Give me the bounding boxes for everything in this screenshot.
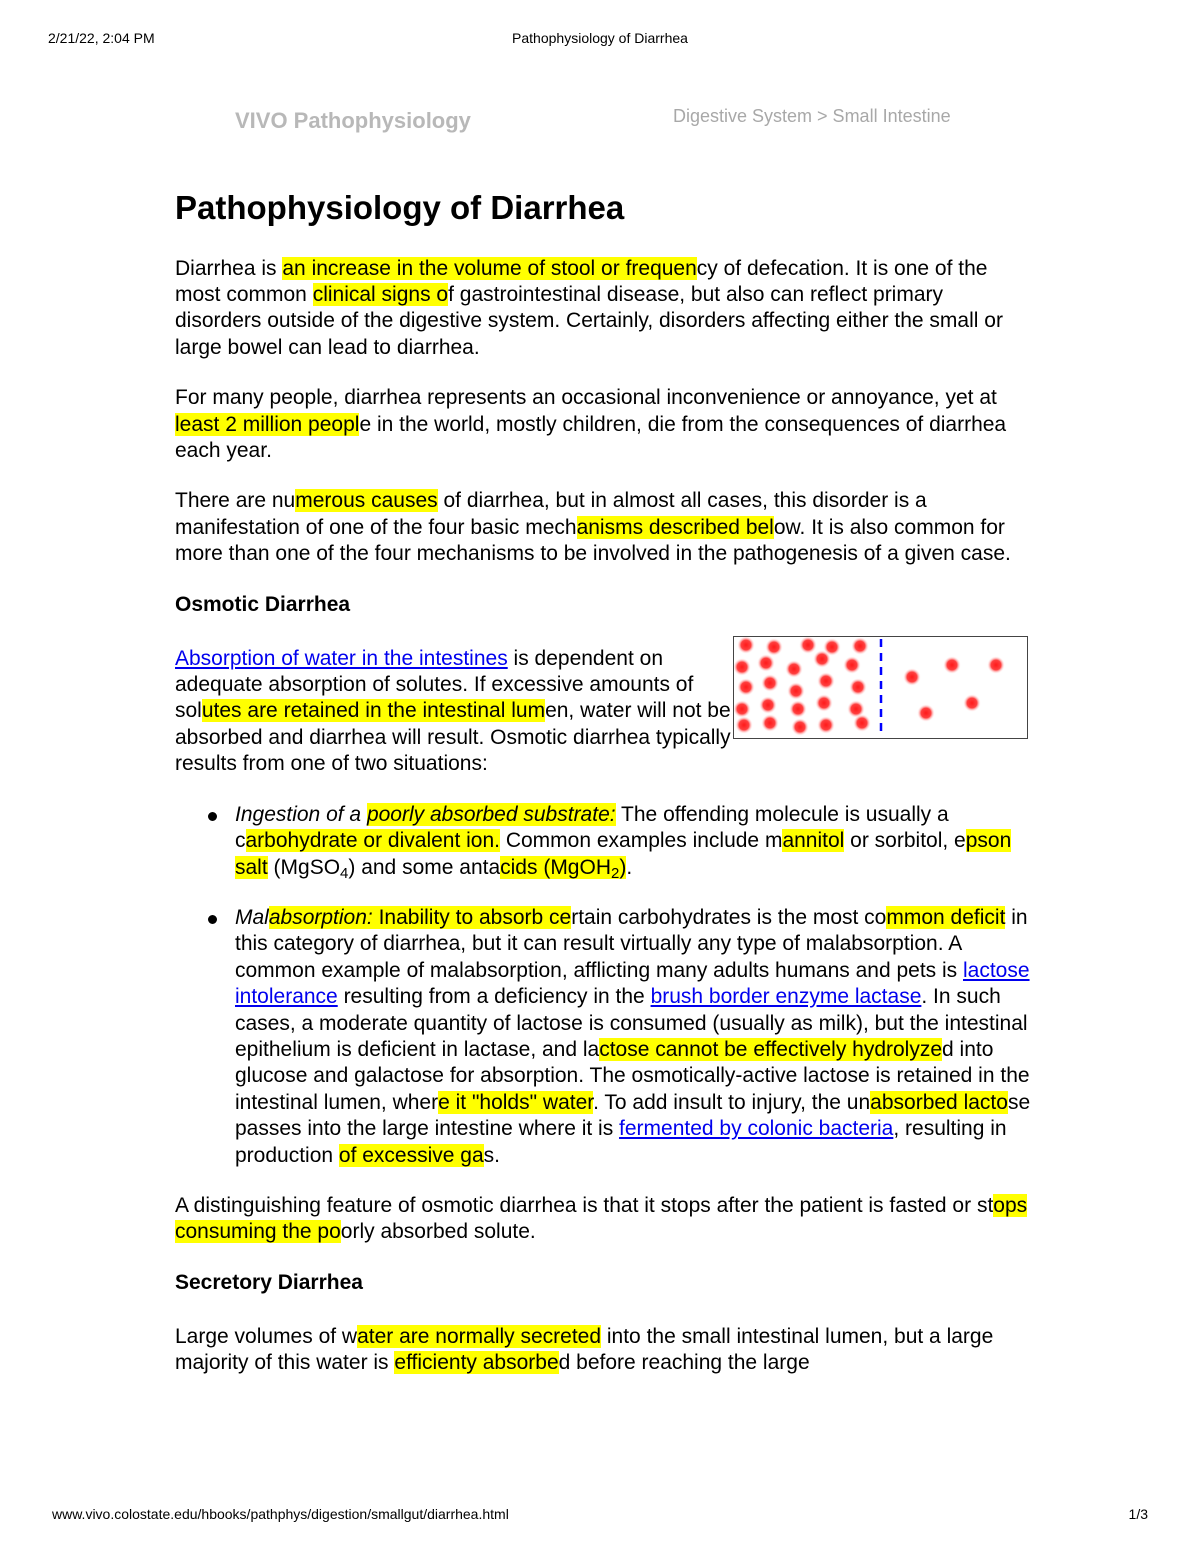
section-heading-osmotic: Osmotic Diarrhea <box>175 592 351 616</box>
print-footer <box>52 1506 1148 1526</box>
solute-dot <box>813 650 831 668</box>
solute-dot <box>759 696 777 714</box>
highlight: ops consuming the po <box>175 1193 1028 1244</box>
print-date: 2/21/22, 2:04 PM <box>48 30 155 46</box>
solute-dot <box>817 716 835 734</box>
list-item: Malabsorption: Inability to absorb certain carbohydrates is the most common deficit in this category of diarrhea, but it can result virtually any type of malabsorption. A common example of malabsorption, afflicting many adults humans and pets is lactose intolerance resulting from a deficiency in the brush border enzyme lactase. In such cases, a moderate quantity of lactose is consumed (usually as milk), but the intestinal epithelium is deficient in lactase, and lactose cannot be effectively hydrolyzed into glucose and galactose for absorption. The osmotically-active lactose is retained in the intestinal lumen, where it "holds" water. To add insult to injury, the unabsorbed lactose passes into the large intestine where it is fermented by colonic bacteria, resulting in production of excessive gas. <box>235 905 1035 1169</box>
highlight: ctose cannot be effectively hydrolyze <box>599 1037 943 1061</box>
solute-dot <box>987 656 1005 674</box>
print-url: www.vivo.colostate.edu/hbooks/pathphys/digestion/smallgut/diarrhea.html <box>52 1506 509 1522</box>
print-title: Pathophysiology of Diarrhea <box>512 30 688 46</box>
solute-dot <box>761 674 779 692</box>
print-header <box>48 30 1152 50</box>
highlight: arbohydrate or divalent ion. <box>245 829 500 853</box>
solute-dot <box>903 668 921 686</box>
solute-dot <box>851 637 869 655</box>
solute-dot <box>789 700 807 718</box>
intro-paragraph-3: There are numerous causes of diarrhea, but in almost all cases, this disorder is a manifestation of one of the four basic mechanisms described below. It is also common for more than one of the four mechanisms to be involved in the pathogenesis of a given case. <box>175 489 1011 566</box>
osmotic-intro-block <box>175 646 1035 778</box>
solute-dot <box>917 704 935 722</box>
breadcrumb: Digestive System > Small Intestine <box>673 106 951 126</box>
list-item: Ingestion of a poorly absorbed substrate: The offending molecule is usually a carbohydrate or divalent ion. Common examples include mannitol or sorbitol, epson salt (MgSO$_4$) and some antacids (MgOH$_2$). <box>235 802 1035 881</box>
highlight: absorbed lacto <box>870 1090 1008 1114</box>
highlight: least 2 million peopl <box>175 412 360 436</box>
solute-dot <box>761 714 779 732</box>
highlight: pson salt <box>235 829 1012 879</box>
solute-dot <box>757 654 775 672</box>
solute-dot <box>765 638 783 656</box>
solute-dot <box>853 714 871 732</box>
secretory-paragraph-1: Large volumes of water are normally secreted into the small intestinal lumen, but a large majority of this water is efficienty absorbed before reaching the large <box>175 1324 994 1375</box>
solute-dot <box>817 672 835 690</box>
solute-dot <box>799 637 817 654</box>
solute-diagram <box>734 637 1027 738</box>
osmotic-paragraph-2: A distinguishing feature of osmotic diarrhea is that it stops after the patient is fasted or stops consuming the poorly absorbed solute. <box>175 1193 1028 1244</box>
solute-dot <box>849 678 867 696</box>
highlight: absorption: <box>268 905 373 929</box>
intro-paragraph-2: For many people, diarrhea represents an occasional inconvenience or annoyance, yet at least 2 million people in the world, mostly children, die from the consequences of diarrhea each year. <box>175 386 1007 463</box>
article <box>175 188 1035 1401</box>
brush-border-enzyme-link[interactable]: brush border enzyme lactase <box>650 985 922 1009</box>
solute-dot <box>735 716 753 734</box>
highlight: e it "holds" water <box>438 1090 594 1114</box>
solute-dot <box>843 656 861 674</box>
solute-dot <box>737 637 755 654</box>
section-heading-secretory: Secretory Diarrhea <box>175 1270 363 1294</box>
osmotic-solute-illustration <box>733 636 1028 739</box>
highlight: anisms described bel <box>576 515 774 539</box>
solute-dot <box>785 660 803 678</box>
osmotic-causes-list <box>175 802 1035 1169</box>
highlight: poorly absorbed substrate: <box>366 802 616 826</box>
page-title: Pathophysiology of Diarrhea <box>175 189 625 226</box>
highlight: cids (MgOH$_2$) <box>500 855 627 882</box>
highlight: Inability to absorb ce <box>372 905 572 929</box>
highlight: utes are retained in the intestinal lum <box>201 699 546 723</box>
highlight: annitol <box>782 829 845 853</box>
bullet-icon <box>208 915 217 924</box>
highlight: mmon deficit <box>886 905 1006 929</box>
absorption-of-water-link[interactable]: Absorption of water in the intestines <box>175 646 508 670</box>
solute-dot <box>787 682 805 700</box>
highlight: merous causes <box>295 489 438 513</box>
lactose-intolerance-link[interactable]: lactose intolerance <box>235 958 1030 1009</box>
solute-dot <box>943 656 961 674</box>
solute-dot <box>734 700 751 718</box>
solute-dot <box>737 678 755 696</box>
solute-dot <box>963 694 981 712</box>
site-title: VIVO Pathophysiology <box>235 108 471 133</box>
intro-paragraph-1: Diarrhea is an increase in the volume of stool or frequency of defecation. It is one of the most common clinical signs of gastrointestinal disease, but also can reflect primary disorders outside of the digestive system. Certainly, disorders affecting either the small or large bowel can lead to diarrhea. <box>175 256 1003 359</box>
fermented-by-bacteria-link[interactable]: fermented by colonic bacteria <box>619 1117 894 1141</box>
highlight: ater are normally secreted <box>357 1324 602 1348</box>
highlight: of excessive ga <box>338 1143 484 1167</box>
solute-dot <box>734 658 751 676</box>
solute-dot <box>815 694 833 712</box>
highlight: efficienty absorbe <box>394 1351 559 1375</box>
solute-dot <box>791 718 809 736</box>
osmotic-paragraph-1: Absorption of water in the intestines is dependent on adequate absorption of solutes. If excessive amounts of solutes are retained in the intestinal lumen, water will not be absorbed and diarrhea will result. Osmotic diarrhea typically results from one of two situations: <box>175 646 731 776</box>
highlight: an increase in the volume of stool or frequen <box>282 256 697 280</box>
bullet-icon <box>208 812 217 821</box>
highlight: clinical signs o <box>312 283 449 306</box>
print-page-number: 1/3 <box>1128 1506 1148 1522</box>
